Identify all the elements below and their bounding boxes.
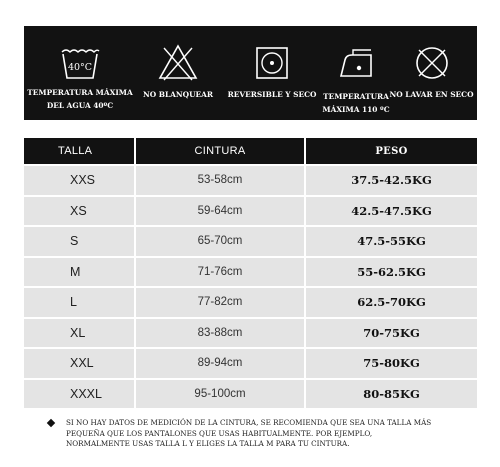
cell-peso: 55-62.5KG — [306, 256, 477, 287]
header-talla: TALLA — [24, 138, 134, 164]
size-recommendation-note — [46, 418, 476, 450]
care-label-tumble-dry: REVERSIBLE Y SECO — [227, 90, 317, 99]
cell-talla: XXL — [24, 347, 134, 378]
cell-talla: XS — [24, 195, 134, 226]
size-table — [24, 138, 477, 408]
cell-cintura: 65-70cm — [134, 225, 306, 256]
cell-talla: XXXL — [24, 378, 134, 409]
cell-peso: 70-75KG — [306, 317, 477, 348]
cell-talla: XXS — [24, 164, 134, 195]
table-row — [24, 347, 477, 378]
no-wash-icon — [409, 40, 455, 86]
table-row — [24, 225, 477, 256]
note-line: PEQUEÑA QUE LOS PANTALONES QUE USAS HABITUALMENTE. POR EJEMPLO, — [66, 428, 373, 438]
size-table-header — [24, 138, 477, 164]
note-line: NORMALMENTE USAS TALLA L Y ELIGES LA TALLA M PARA TU CINTURA. — [66, 439, 350, 448]
note-text — [66, 418, 476, 450]
care-label-no-bleach: NO BLANQUEAR — [142, 90, 214, 99]
table-row — [24, 164, 477, 195]
cell-talla: XL — [24, 317, 134, 348]
cell-cintura: 53-58cm — [134, 164, 306, 195]
table-row — [24, 256, 477, 287]
care-label-iron-line1: TEMPERATURA — [323, 92, 389, 101]
cell-peso: 75-80KG — [306, 347, 477, 378]
table-row — [24, 286, 477, 317]
cell-peso: 62.5-70KG — [306, 286, 477, 317]
wash-temp-text: 40°C — [67, 62, 93, 73]
tumble-dry-icon — [249, 40, 295, 86]
wash-40-icon — [57, 40, 103, 86]
care-label-iron-line2: MÁXIMA 110 ºC — [322, 105, 390, 114]
iron-110-icon — [333, 40, 379, 86]
cell-talla: L — [24, 286, 134, 317]
care-label-wash-line2: DEL AGUA 40ºC — [46, 101, 114, 110]
cell-cintura: 89-94cm — [134, 347, 306, 378]
care-instructions-banner — [24, 26, 477, 120]
care-item-wash-40 — [24, 26, 136, 120]
cell-cintura: 77-82cm — [134, 286, 306, 317]
note-line: SI NO HAY DATOS DE MEDICIÓN DE LA CINTURA, SE RECOMIENDA QUE SEA UNA TALLA MÁS — [66, 418, 432, 427]
header-peso: PESO — [306, 138, 477, 164]
size-chart — [24, 138, 477, 408]
care-item-tumble-dry — [220, 26, 324, 120]
no-bleach-icon — [155, 40, 201, 86]
diamond-bullet-icon — [47, 419, 55, 427]
cell-talla: M — [24, 256, 134, 287]
care-item-no-bleach — [132, 26, 224, 120]
care-label-no-dry-clean: NO LAVAR EN SECO — [389, 90, 474, 99]
cell-cintura: 83-88cm — [134, 317, 306, 348]
cell-cintura: 71-76cm — [134, 256, 306, 287]
cell-cintura: 59-64cm — [134, 195, 306, 226]
care-item-iron-110 — [316, 26, 396, 120]
cell-cintura: 95-100cm — [134, 378, 306, 409]
care-label-wash-line1: TEMPERATURA MÁXIMA — [27, 88, 133, 97]
table-row — [24, 378, 477, 409]
cell-talla: S — [24, 225, 134, 256]
cell-peso: 37.5-42.5KG — [306, 164, 477, 195]
header-cintura: CINTURA — [134, 138, 306, 164]
cell-peso: 47.5-55KG — [306, 225, 477, 256]
care-item-no-dry-clean — [386, 26, 477, 120]
table-row — [24, 317, 477, 348]
cell-peso: 80-85KG — [306, 378, 477, 409]
cell-peso: 42.5-47.5KG — [306, 195, 477, 226]
table-row — [24, 195, 477, 226]
